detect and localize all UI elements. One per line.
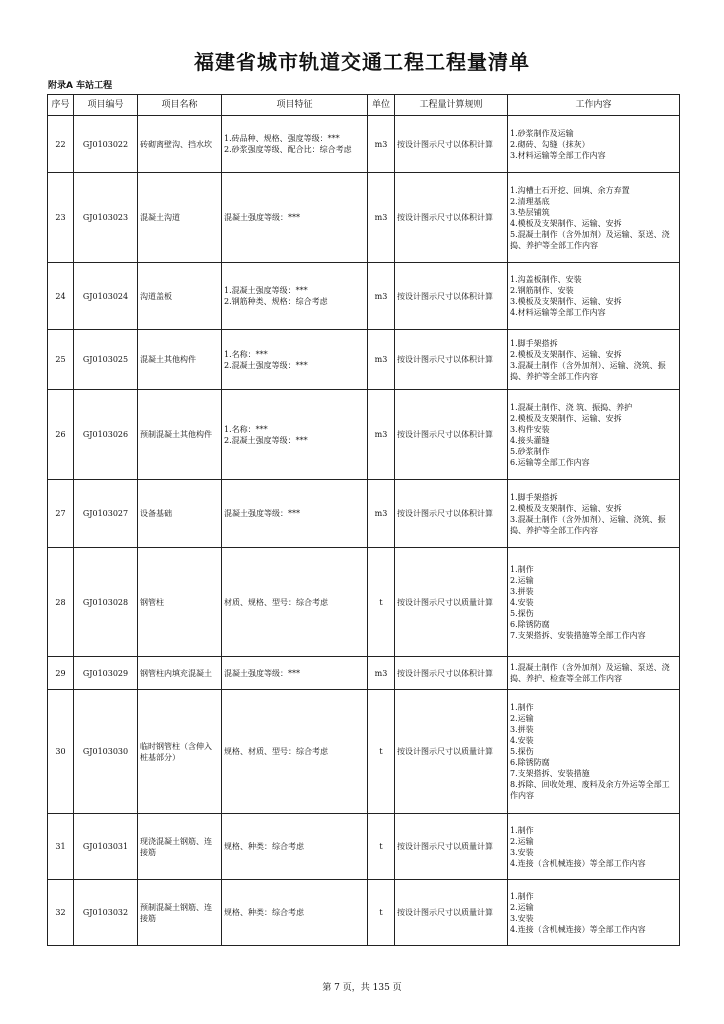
cell-no: 25 (48, 330, 74, 390)
cell-code: GJ0103024 (74, 263, 138, 330)
feature-line: 材质、规格、型号：综合考虑 (224, 597, 328, 607)
work-line: 2.模板及支架制作、运输、安拆 (510, 413, 622, 423)
work-line: 7.支架搭拆、安装措施等全部工作内容 (510, 630, 646, 640)
table-row (48, 173, 680, 263)
work-line: 3.模板及支架制作、运输、安拆 (510, 297, 622, 306)
work-line: 1.制作 (510, 703, 534, 712)
header-code: 项目编号 (74, 95, 138, 116)
cell-features (222, 116, 368, 173)
cell-no: 24 (48, 263, 74, 330)
cell-features (222, 480, 368, 548)
feature-line: 规格、种类：综合考虑 (224, 908, 304, 917)
work-line: 2.砌砖、勾缝（抹灰） (510, 139, 590, 149)
cell-unit: t (368, 880, 395, 946)
cell-code: GJ0103031 (74, 814, 138, 880)
work-line: 3.拼装 (510, 725, 534, 734)
table-row (48, 480, 680, 548)
work-line: 1.制作 (510, 564, 534, 574)
cell-features (222, 690, 368, 814)
cell-name: 钢管柱内填充混凝土 (138, 657, 222, 690)
cell-no: 29 (48, 657, 74, 690)
feature-line: 1.名称：*** (224, 424, 268, 434)
cell-name: 砖砌离壁沟、挡水坎 (138, 116, 222, 173)
cell-rule: 按设计图示尺寸以体积计算 (395, 480, 508, 548)
cell-rule: 按设计图示尺寸以体积计算 (395, 390, 508, 480)
cell-unit: m3 (368, 657, 395, 690)
work-line: 5.探伤 (510, 608, 534, 618)
cell-features (222, 548, 368, 657)
cell-features (222, 880, 368, 946)
cell-code: GJ0103023 (74, 173, 138, 263)
work-line: 3.垫层铺筑 (510, 207, 550, 217)
cell-rule: 按设计图示尺寸以质量计算 (395, 548, 508, 657)
cell-rule: 按设计图示尺寸以体积计算 (395, 263, 508, 330)
cell-features (222, 263, 368, 330)
work-line: 4.接头灌缝 (510, 435, 550, 445)
header-features: 项目特征 (222, 95, 368, 116)
work-line: 7.支架搭拆、安装措施 (510, 769, 590, 778)
work-line: 4.连接（含机械连接）等全部工作内容 (510, 924, 646, 934)
cell-rule: 按设计图示尺寸以体积计算 (395, 173, 508, 263)
table-row (48, 880, 680, 946)
header-unit: 单位 (368, 95, 395, 116)
work-line: 5.混凝土制作（含外加剂）及运输、泵送、浇捣、养护等全部工作内容 (510, 229, 670, 250)
work-line: 1.制作 (510, 891, 534, 901)
cell-name: 临时钢管柱（含伸入桩基部分） (138, 690, 222, 814)
section-subtitle: 附录A 车站工程 (48, 81, 113, 91)
feature-line: 混凝土强度等级：*** (224, 668, 300, 678)
work-line: 8.拆除、回收处理、废料及余方外运等全部工作内容 (510, 780, 670, 800)
work-line: 6.除锈防腐 (510, 758, 550, 767)
cell-work (508, 390, 680, 480)
cell-code: GJ0103026 (74, 390, 138, 480)
work-line: 1.混凝土制作（含外加剂）及运输、泵送、浇捣、养护、检查等全部工作内容 (510, 663, 670, 683)
table-row (48, 814, 680, 880)
feature-line: 混凝土强度等级：*** (224, 213, 300, 222)
cell-unit: t (368, 814, 395, 880)
cell-unit: t (368, 548, 395, 657)
cell-name: 沟道盖板 (138, 263, 222, 330)
cell-work (508, 116, 680, 173)
table-row (48, 390, 680, 480)
table-row (48, 330, 680, 390)
header-work: 工作内容 (508, 95, 680, 116)
cell-work (508, 480, 680, 548)
work-line: 3.混凝土制作（含外加剂）、运输、浇筑、振捣、养护等全部工作内容 (510, 360, 666, 381)
work-line: 2.模板及支架制作、运输、安拆 (510, 349, 622, 359)
cell-name: 设备基础 (138, 480, 222, 548)
cell-features (222, 330, 368, 390)
work-line: 6.运输等全部工作内容 (510, 457, 590, 467)
table-row (48, 657, 680, 690)
bill-of-quantities-table (47, 94, 680, 946)
cell-unit: m3 (368, 173, 395, 263)
table-row (48, 690, 680, 814)
work-line: 3.拼装 (510, 586, 534, 596)
feature-line: 2.钢筋种类、规格：综合考虑 (224, 297, 328, 306)
work-line: 4.安装 (510, 597, 534, 607)
work-line: 1.制作 (510, 825, 534, 835)
cell-code: GJ0103029 (74, 657, 138, 690)
cell-rule: 按设计图示尺寸以质量计算 (395, 690, 508, 814)
work-line: 1.沟槽土石开挖、回填、余方弃置 (510, 185, 630, 195)
table-row (48, 263, 680, 330)
feature-line: 2.混凝土强度等级：*** (224, 360, 308, 370)
feature-line: 1.名称：*** (224, 349, 268, 359)
cell-no: 27 (48, 480, 74, 548)
cell-no: 23 (48, 173, 74, 263)
cell-code: GJ0103027 (74, 480, 138, 548)
cell-work (508, 814, 680, 880)
cell-rule: 按设计图示尺寸以体积计算 (395, 657, 508, 690)
cell-name: 混凝土其他构件 (138, 330, 222, 390)
cell-name: 混凝土沟道 (138, 173, 222, 263)
cell-work (508, 330, 680, 390)
cell-unit: m3 (368, 480, 395, 548)
feature-line: 混凝土强度等级：*** (224, 509, 300, 518)
feature-line: 规格、材质、型号：综合考虑 (224, 747, 328, 756)
work-line: 2.运输 (510, 714, 534, 723)
cell-unit: m3 (368, 390, 395, 480)
page-title: 福建省城市轨道交通工程工程量清单 (194, 50, 530, 74)
cell-rule: 按设计图示尺寸以体积计算 (395, 330, 508, 390)
page-footer: 第 7 页，共 135 页 (322, 983, 402, 993)
work-line: 6.除锈防腐 (510, 619, 550, 629)
cell-unit: t (368, 690, 395, 814)
cell-work (508, 690, 680, 814)
cell-work (508, 263, 680, 330)
cell-features (222, 390, 368, 480)
cell-features (222, 173, 368, 263)
cell-name: 现浇混凝土钢筋、连接筋 (138, 814, 222, 880)
work-line: 3.安装 (510, 913, 534, 923)
cell-unit: m3 (368, 116, 395, 173)
feature-line: 规格、种类：综合考虑 (224, 842, 304, 851)
work-line: 4.模板及支架制作、运输、安拆 (510, 218, 622, 228)
cell-work (508, 657, 680, 690)
cell-no: 31 (48, 814, 74, 880)
table-row (48, 548, 680, 657)
work-line: 2.钢筋制作、安装 (510, 286, 574, 295)
work-line: 4.连接（含机械连接）等全部工作内容 (510, 858, 646, 868)
cell-work (508, 880, 680, 946)
cell-unit: m3 (368, 330, 395, 390)
work-line: 3.材料运输等全部工作内容 (510, 150, 606, 160)
cell-code: GJ0103028 (74, 548, 138, 657)
cell-no: 30 (48, 690, 74, 814)
cell-no: 26 (48, 390, 74, 480)
work-line: 2.运输 (510, 836, 534, 846)
work-line: 2.运输 (510, 575, 534, 585)
work-line: 4.材料运输等全部工作内容 (510, 308, 606, 317)
feature-line: 1.砖品种、规格、强度等级：*** (224, 134, 340, 143)
feature-line: 2.混凝土强度等级：*** (224, 435, 308, 445)
work-line: 2.清理基底 (510, 196, 550, 206)
header-name: 项目名称 (138, 95, 222, 116)
header-rule: 工程量计算规则 (395, 95, 508, 116)
cell-no: 28 (48, 548, 74, 657)
cell-work (508, 173, 680, 263)
header-no: 序号 (48, 95, 74, 116)
feature-line: 1.混凝土强度等级：*** (224, 286, 308, 295)
cell-name: 钢管柱 (138, 548, 222, 657)
work-line: 1.砂浆制作及运输 (510, 128, 574, 138)
work-line: 4.安装 (510, 736, 534, 745)
cell-features (222, 814, 368, 880)
cell-no: 32 (48, 880, 74, 946)
work-line: 1.脚手架搭拆 (510, 338, 558, 348)
work-line: 3.构件安装 (510, 424, 550, 434)
table-row (48, 116, 680, 173)
cell-name: 预制混凝土其他构件 (138, 390, 222, 480)
cell-features (222, 657, 368, 690)
work-line: 1.脚手架搭拆 (510, 492, 558, 502)
cell-no: 22 (48, 116, 74, 173)
work-line: 5.探伤 (510, 747, 534, 756)
work-line: 2.运输 (510, 902, 534, 912)
work-line: 1.混凝土制作、浇 筑、振捣、养护 (510, 402, 633, 412)
cell-rule: 按设计图示尺寸以体积计算 (395, 116, 508, 173)
cell-work (508, 548, 680, 657)
cell-rule: 按设计图示尺寸以质量计算 (395, 880, 508, 946)
cell-rule: 按设计图示尺寸以质量计算 (395, 814, 508, 880)
cell-code: GJ0103025 (74, 330, 138, 390)
cell-name: 预制混凝土钢筋、连接筋 (138, 880, 222, 946)
cell-code: GJ0103032 (74, 880, 138, 946)
header-row (48, 95, 680, 116)
cell-unit: m3 (368, 263, 395, 330)
cell-code: GJ0103022 (74, 116, 138, 173)
work-line: 5.砂浆制作 (510, 446, 550, 456)
work-line: 3.安装 (510, 847, 534, 857)
work-line: 2.模板及支架制作、运输、安拆 (510, 503, 622, 513)
work-line: 1.沟盖板制作、安装 (510, 275, 582, 284)
work-line: 3.混凝土制作（含外加剂）、运输、浇筑、振捣、养护等全部工作内容 (510, 514, 666, 535)
cell-code: GJ0103030 (74, 690, 138, 814)
feature-line: 2.砂浆强度等级、配合比：综合考虑 (224, 145, 352, 154)
